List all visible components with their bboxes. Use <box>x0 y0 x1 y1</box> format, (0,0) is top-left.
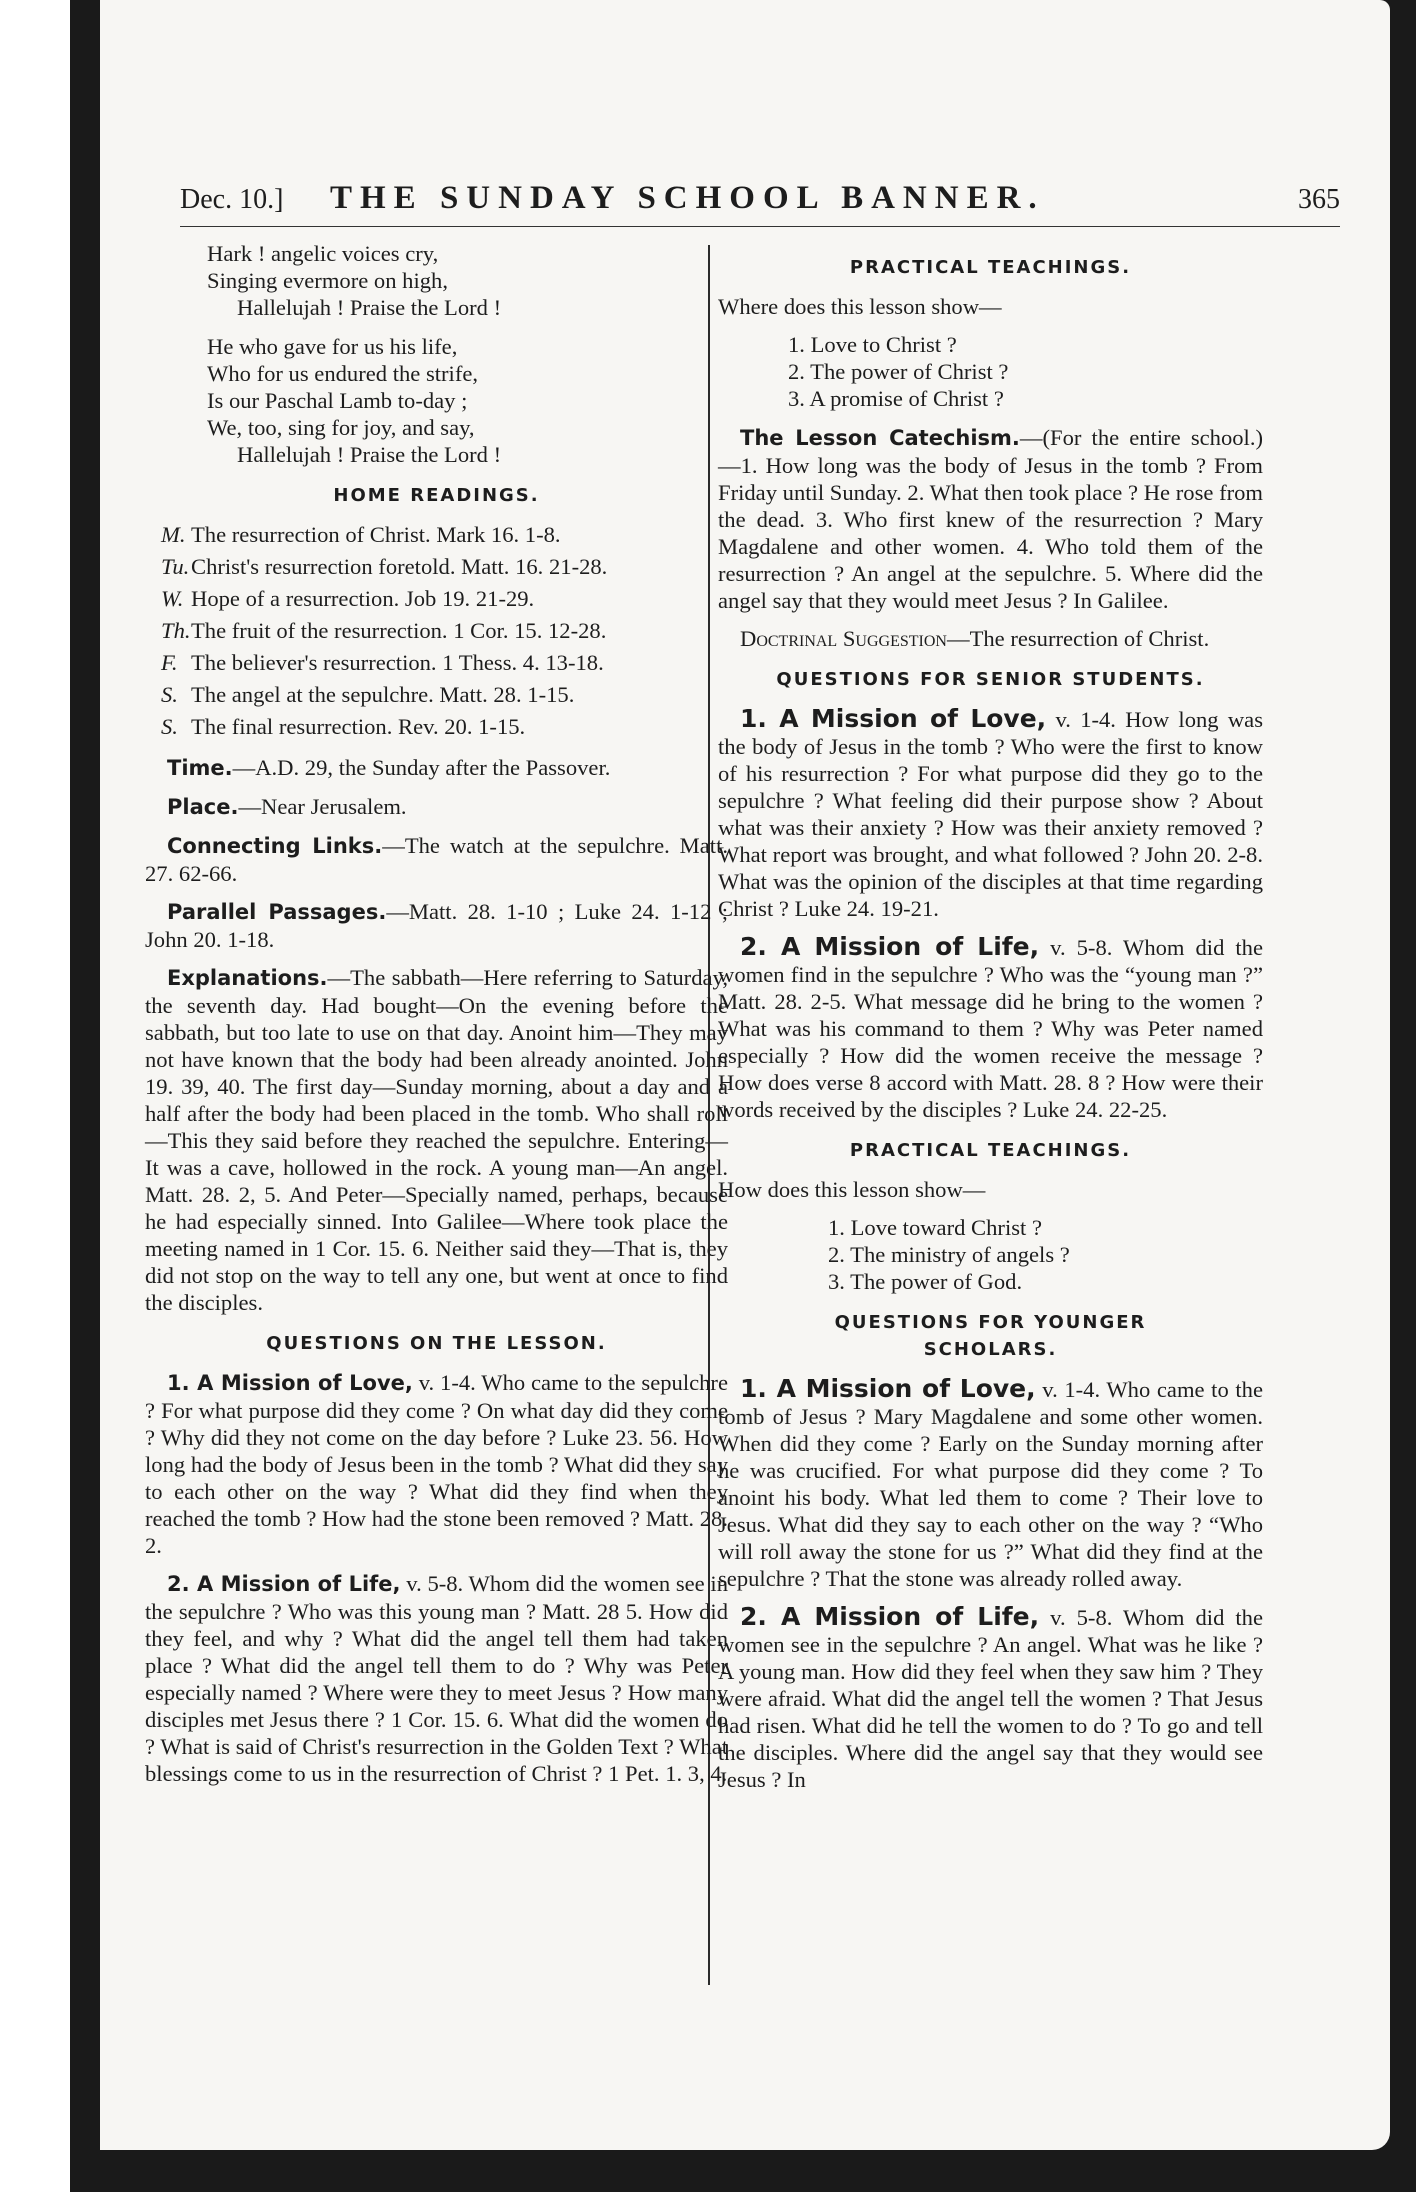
practical-item: 2. The ministry of angels ? <box>828 1242 1070 1267</box>
explanations-paragraph <box>145 964 728 1316</box>
lesson-question-2 <box>145 1570 728 1787</box>
home-readings-heading: HOME READINGS. <box>333 485 540 506</box>
heading-line: QUESTIONS FOR YOUNGER <box>834 1312 1147 1333</box>
poem-line: He who gave for us his life, <box>207 334 458 359</box>
reading-item <box>145 585 728 612</box>
practical-item: 1. Love toward Christ ? <box>828 1215 1042 1240</box>
reading-item <box>145 649 728 676</box>
place-paragraph <box>145 793 728 821</box>
practical-intro-2: How does this lesson show— <box>718 1177 986 1202</box>
question-ref: v. 1-4. <box>1046 707 1116 732</box>
question-text: Who came to the sepulchre ? For what purpose did they come ? On what day did they come ? Why did they not come on the day before ? Luke 23. 56. How long had the body of Jesus been in the tomb ? What did they say to each other on the way ? What did they find when they reached the tomb ? How had the stone been removed ? Matt. 28. 2. <box>145 1370 728 1558</box>
poem-line: Singing evermore on high, <box>207 268 448 293</box>
place-text: —Near Jerusalem. <box>238 794 407 819</box>
poem-line: Hark ! angelic voices cry, <box>207 241 439 266</box>
lesson-question-1 <box>145 1369 728 1559</box>
reading-text: The resurrection of Christ. Mark 16. 1-8. <box>191 522 561 547</box>
reading-item <box>145 521 728 548</box>
doctrinal-paragraph <box>718 625 1263 652</box>
practical-item: 3. The power of God. <box>828 1269 1023 1294</box>
younger-question-2 <box>718 1603 1263 1793</box>
connecting-links-label: Connecting Links. <box>167 834 383 858</box>
question-title: 2. A Mission of Life, <box>740 932 1040 961</box>
question-ref: v. 1-4. <box>412 1370 476 1395</box>
publication-title: THE SUNDAY SCHOOL BANNER. <box>330 180 1045 216</box>
reading-day: S. <box>161 714 178 739</box>
parallel-passages-label: Parallel Passages. <box>167 900 387 924</box>
catechism-text: —(For the entire school.)—1. How long was the body of Jesus in the tomb ? From Friday until Sunday. 2. What then took place ? He rose from the dead. 3. Who first knew of the resurrection ? Mary Magdalene and other women. 4. Who told them of the resurrection ? An angel at the sepulchre. 5. Where did the angel say that they would meet Jesus ? In Galilee. <box>718 425 1263 613</box>
practical-list <box>788 331 1263 412</box>
question-title: 2. A Mission of Life, <box>167 1572 401 1596</box>
heading-line: SCHOLARS. <box>923 1339 1058 1360</box>
reading-day: M. <box>161 522 186 547</box>
explanations-label: Explanations. <box>167 966 328 990</box>
catechism-label: The Lesson Catechism. <box>740 426 1020 450</box>
practical-teachings-heading-2: PRACTICAL TEACHINGS. <box>849 1140 1132 1161</box>
practical-teachings-heading: PRACTICAL TEACHINGS. <box>849 257 1132 278</box>
practical-intro: Where does this lesson show— <box>718 294 1002 319</box>
reading-day: F. <box>161 650 178 675</box>
question-text: Who came to the tomb of Jesus ? Mary Magdalene and some other women. When did they come ? Early on the Sunday morning after he was crucified. For what purpose did they come ? To anoint his body. What led them to come ? Their love to Jesus. What did they say to each other on the way ? “Who will roll away the stone for us ?” What did they find at the sepulchre ? That the stone was already rolled away. <box>718 1377 1263 1591</box>
right-column <box>718 240 1263 1804</box>
page-number: 365 <box>1298 184 1340 215</box>
page-header <box>180 176 1340 227</box>
practical-item: 3. A promise of Christ ? <box>788 386 1004 411</box>
time-text: —A.D. 29, the Sunday after the Passover. <box>232 755 611 780</box>
younger-questions-heading <box>718 1309 1263 1363</box>
time-label: Time. <box>167 756 233 780</box>
question-text: How long was the body of Jesus in the tomb ? Who were the first to know of his resurrection ? For what purpose did they go to the sepulchre ? What feeling did their purpose show ? About what was their anxiety ? How was their anxiety removed ? What report was brought, and what followed ? John 20. 2-8. What was the opinion of the disciples at that time regarding Christ ? Luke 24. 19-21. <box>718 707 1263 921</box>
practical-item: 2. The power of Christ ? <box>788 359 1009 384</box>
question-ref: v. 5-8. <box>400 1571 464 1596</box>
questions-lesson-heading: QUESTIONS ON THE LESSON. <box>266 1333 607 1354</box>
practical-list-2 <box>828 1214 1263 1295</box>
reading-item <box>145 681 728 708</box>
question-text: Whom did the women see in the sepulchre ? Who was this young man ? Matt. 28 5. How did they feel, and why ? What did the angel tell them had taken place ? What did the angel tell them to do ? Why was Peter especially named ? Where were they to meet Jesus ? How many disciples met Jesus there ? 1 Cor. 15. 6. What did the women do ? What is said of Christ's resurrection in the Golden Text ? What blessings come to us in the resurrection of Christ ? 1 Pet. 1. 3, 4. <box>145 1571 729 1786</box>
catechism-paragraph <box>718 424 1263 614</box>
poem-line: Who for us endured the strife, <box>207 361 479 386</box>
doctrinal-text: —The resurrection of Christ. <box>946 626 1210 651</box>
time-paragraph <box>145 754 728 782</box>
hymn-stanza-2 <box>207 333 728 468</box>
poem-line: Hallelujah ! Praise the Lord ! <box>237 442 502 467</box>
left-column <box>145 240 728 1798</box>
parallel-passages-text: —Matt. 28. 1-10 ; Luke 24. 1-12 ; John 20. 1-18. <box>145 899 729 952</box>
issue-date: Dec. 10.] <box>180 184 284 215</box>
reading-item <box>145 553 728 580</box>
senior-questions-heading: QUESTIONS FOR SENIOR STUDENTS. <box>776 669 1205 690</box>
reading-text: Hope of a resurrection. Job 19. 21-29. <box>191 586 535 611</box>
senior-question-1 <box>718 705 1263 922</box>
reading-item <box>145 713 728 740</box>
question-title: 1. A Mission of Love, <box>740 704 1047 733</box>
question-title: 2. A Mission of Life, <box>740 1602 1040 1631</box>
connecting-links-paragraph <box>145 832 728 887</box>
reading-text: The final resurrection. Rev. 20. 1-15. <box>191 714 526 739</box>
reading-item <box>145 617 728 644</box>
place-label: Place. <box>167 795 239 819</box>
question-ref: v. 5-8. <box>1039 1605 1113 1630</box>
question-ref: v. 1-4. <box>1035 1377 1101 1402</box>
reading-text: Christ's resurrection foretold. Matt. 16. 21-28. <box>191 554 608 579</box>
connecting-links-text: —The watch at the sepulchre. Matt. 27. 62-66. <box>145 833 728 886</box>
explanations-text: —The sabbath—Here referring to Saturday, the seventh day. Had bought—On the evening before the sabbath, but too late to use on that day. Anoint him—They may not have known that the body had been already anointed. John 19. 39, 40. The first day—Sunday morning, about a day and a half after the body had been placed in the tomb. Who shall roll—This they said before they reached the sepulchre. Entering—It was a cave, hollowed in the rock. A young man—An angel. Matt. 28. 2, 5. And Peter—Specially named, perhaps, because he had especially sinned. Into Galilee—Where took place the meeting named in 1 Cor. 15. 6. Neither said they—That is, they did not stop on the way to tell any one, but went at once to find the disciples. <box>145 965 728 1315</box>
doctrinal-label: Doctrinal Suggestion <box>740 626 947 651</box>
younger-question-1 <box>718 1375 1263 1592</box>
poem-line: Hallelujah ! Praise the Lord ! <box>237 295 502 320</box>
reading-day: Tu. <box>161 554 190 579</box>
question-text: Whom did the women see in the sepulchre ? An angel. What was he like ? A young man. How did they feel when they saw him ? They were afraid. What did the angel tell the women ? That Jesus had risen. What did he tell the women to do ? To go and tell the disciples. Where did the angel say that they would see Jesus ? In <box>718 1605 1263 1792</box>
hymn-stanza-1 <box>207 240 728 321</box>
practical-item: 1. Love to Christ ? <box>788 332 957 357</box>
question-title: 1. A Mission of Love, <box>167 1371 413 1395</box>
poem-line: We, too, sing for joy, and say, <box>207 415 475 440</box>
question-title: 1. A Mission of Love, <box>740 1374 1036 1403</box>
scanner-margin <box>0 0 70 2192</box>
reading-text: The believer's resurrection. 1 Thess. 4. 13-18. <box>191 650 604 675</box>
reading-text: The angel at the sepulchre. Matt. 28. 1-15. <box>191 682 575 707</box>
reading-text: The fruit of the resurrection. 1 Cor. 15. 12-28. <box>191 618 607 643</box>
poem-line: Is our Paschal Lamb to-day ; <box>207 388 468 413</box>
home-readings-list <box>145 521 728 740</box>
question-text: Whom did the women find in the sepulchre ? Who was the “young man ?” Matt. 28. 2-5. What message did he bring to the women ? What was his command to them ? Why was Peter named especially ? How did the women receive the message ? How does verse 8 accord with Matt. 28. 8 ? How were their words received by the disciples ? Luke 24. 22-25. <box>718 935 1263 1122</box>
book-page <box>100 0 1390 2150</box>
reading-day: W. <box>161 586 184 611</box>
parallel-passages-paragraph <box>145 898 728 953</box>
reading-day: S. <box>161 682 178 707</box>
reading-day: Th. <box>161 618 191 643</box>
question-ref: v. 5-8. <box>1039 935 1113 960</box>
senior-question-2 <box>718 933 1263 1123</box>
